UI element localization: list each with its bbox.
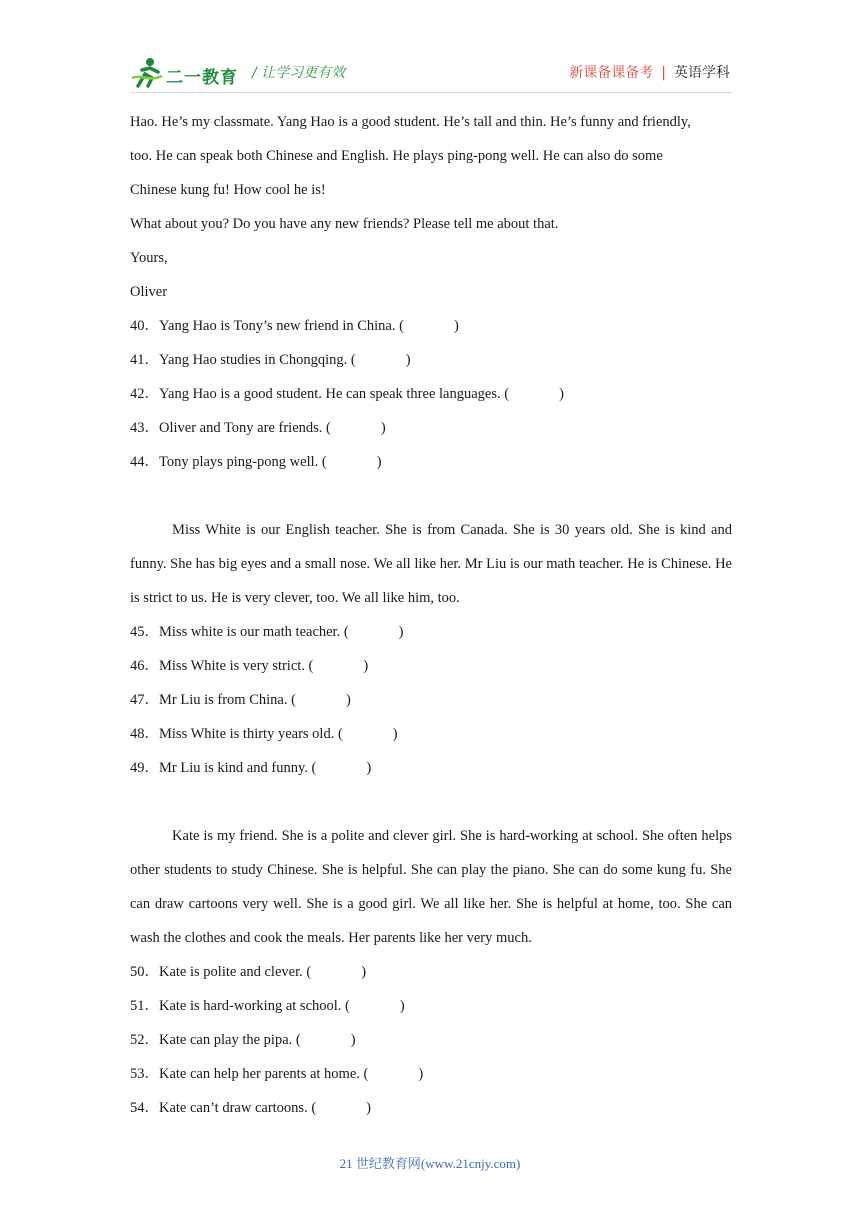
page-header	[130, 56, 730, 92]
header-separator: |	[661, 65, 666, 81]
question-item: 42．Yang Hao is a good student. He can speak three languages. ( )	[130, 386, 564, 402]
question-item: 54．Kate can’t draw cartoons. ( )	[130, 1100, 371, 1116]
header-slogan: / 让学习更有效	[252, 65, 346, 81]
document-body	[130, 105, 732, 1125]
logo-text: 二一教育	[166, 68, 238, 88]
header-divider	[130, 92, 732, 93]
question-item: 41．Yang Hao studies in Chongqing. ( )	[130, 352, 411, 368]
question-item: 46．Miss White is very strict. ( )	[130, 658, 369, 674]
spacer	[130, 785, 732, 819]
letter-signature: Oliver	[130, 284, 168, 300]
question-item: 44．Tony plays ping-pong well. ( )	[130, 454, 382, 470]
reading-passage: Kate is my friend. She is a polite and clever girl. She is hard-working at school. She often helps other students to study Chinese. She is helpful. She can play the piano. She can do some kung fu. She can draw cartoons very well. She is a good girl. We all like her. She is helpful at home, too. She can wash the clothes and cook the meals. Her parents like her very much.	[130, 828, 732, 946]
question-item: 51．Kate is hard-working at school. ( )	[130, 998, 405, 1014]
question-item: 43．Oliver and Tony are friends. ( )	[130, 420, 386, 436]
letter-line: Chinese kung fu! How cool he is!	[130, 182, 326, 198]
question-item: 53．Kate can help her parents at home. ( )	[130, 1066, 424, 1082]
letter-closing: Yours,	[130, 250, 168, 266]
question-item: 50．Kate is polite and clever. ( )	[130, 964, 367, 980]
runner-logo-icon	[130, 56, 164, 90]
logo	[130, 56, 242, 90]
page-footer: 21 世纪教育网(www.21cnjy.com)	[339, 1156, 521, 1171]
question-item: 40．Yang Hao is Tony’s new friend in China. ( )	[130, 318, 459, 334]
header-tagline: 新课备课备考	[569, 65, 654, 81]
letter-line: Hao. He’s my classmate. Yang Hao is a good student. He’s tall and thin. He’s funny and friendly,	[130, 114, 691, 130]
question-item: 52．Kate can play the pipa. ( )	[130, 1032, 356, 1048]
question-item: 48．Miss White is thirty years old. ( )	[130, 726, 398, 742]
question-item: 45．Miss white is our math teacher. ( )	[130, 624, 404, 640]
header-subject-label: 英语学科	[674, 65, 730, 81]
question-item: 49．Mr Liu is kind and funny. ( )	[130, 760, 372, 776]
letter-line: too. He can speak both Chinese and English. He plays ping-pong well. He can also do some	[130, 148, 663, 164]
letter-line: What about you? Do you have any new friends? Please tell me about that.	[130, 216, 559, 232]
header-subject	[569, 62, 730, 82]
question-item: 47．Mr Liu is from China. ( )	[130, 692, 351, 708]
spacer	[130, 479, 732, 513]
reading-passage: Miss White is our English teacher. She is from Canada. She is 30 years old. She is kind and funny. She has big eyes and a small nose. We all like her. Mr Liu is our math teacher. He is Chinese. He is strict to us. He is very clever, too. We all like him, too.	[130, 522, 732, 606]
